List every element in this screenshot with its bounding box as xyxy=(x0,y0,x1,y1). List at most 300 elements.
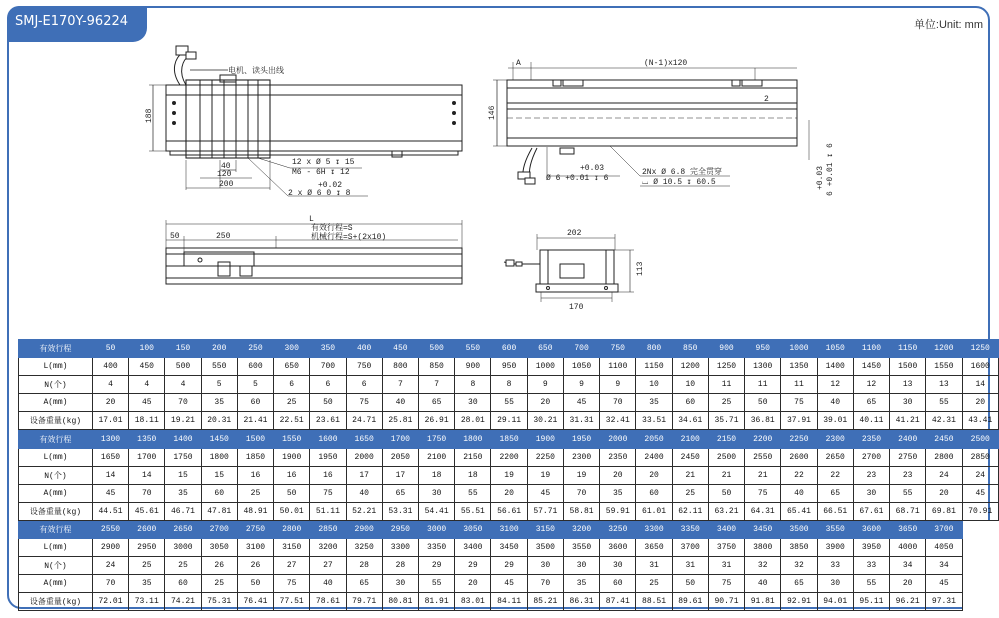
table-cell: 1400 xyxy=(165,430,201,448)
table-cell: 16 xyxy=(237,466,273,484)
weight-row xyxy=(19,593,999,611)
table-cell: 92.91 xyxy=(781,593,817,611)
table-cell: 24 xyxy=(92,557,128,575)
table-cell: 54.41 xyxy=(419,502,455,520)
table-cell: 2950 xyxy=(129,539,165,557)
table-cell: 29 xyxy=(491,557,527,575)
table-cell: 51.11 xyxy=(310,502,346,520)
table-cell: 3450 xyxy=(491,539,527,557)
table-cell: 25.81 xyxy=(382,412,418,430)
table-cell: 18 xyxy=(419,466,455,484)
table-cell: 25 xyxy=(237,484,273,502)
callout-motor-cable: 电机、读头出线 xyxy=(228,67,284,76)
table-cell: 78.61 xyxy=(310,593,346,611)
mechanical-stroke: 机械行程=S+(2x10) xyxy=(311,233,387,242)
table-cell: 25 xyxy=(165,557,201,575)
table-cell: 10 xyxy=(672,376,708,394)
table-cell: 20 xyxy=(600,466,636,484)
row-label: L(mm) xyxy=(19,358,93,376)
table-cell: 500 xyxy=(165,358,201,376)
table-cell: 95.11 xyxy=(853,593,889,611)
dim-170: 170 xyxy=(569,303,584,312)
hole-note-2: M6 - 6H ↧ 12 xyxy=(292,168,350,177)
weight-row xyxy=(19,502,999,520)
table-cell: 96.21 xyxy=(890,593,926,611)
table-cell: 1100 xyxy=(853,340,889,358)
table-cell: 45 xyxy=(962,484,998,502)
table-cell: 30 xyxy=(382,575,418,593)
count-row xyxy=(19,557,999,575)
table-cell: 48.91 xyxy=(237,502,273,520)
table-cell: 1400 xyxy=(817,358,853,376)
table-cell: 57.71 xyxy=(527,502,563,520)
table-cell: 46.71 xyxy=(165,502,201,520)
table-cell: 45 xyxy=(527,484,563,502)
table-cell: 30 xyxy=(817,575,853,593)
row-label: 设备重量(kg) xyxy=(19,593,93,611)
table-cell: 1100 xyxy=(600,358,636,376)
table-cell: 1250 xyxy=(962,340,998,358)
table-cell: 1600 xyxy=(310,430,346,448)
table-cell: 2050 xyxy=(636,430,672,448)
row-label: A(mm) xyxy=(19,394,93,412)
table-cell: 35.71 xyxy=(708,412,744,430)
table-cell: 34 xyxy=(926,557,962,575)
table-cell: 55 xyxy=(926,394,962,412)
table-cell: 250 xyxy=(237,340,273,358)
table-cell: 34 xyxy=(890,557,926,575)
table-cell: 800 xyxy=(382,358,418,376)
end-view xyxy=(504,234,634,302)
table-cell: 1200 xyxy=(926,340,962,358)
table-cell: 1850 xyxy=(491,430,527,448)
table-cell: 86.31 xyxy=(563,593,599,611)
table-cell: 52.21 xyxy=(346,502,382,520)
table-cell: 31 xyxy=(636,557,672,575)
table-cell: 65 xyxy=(346,575,382,593)
dim-113: 113 xyxy=(636,261,645,276)
table-cell: 30.21 xyxy=(527,412,563,430)
table-cell: 32 xyxy=(745,557,781,575)
table-cell: 3500 xyxy=(781,520,817,538)
table-cell: 34.61 xyxy=(672,412,708,430)
table-cell: 25 xyxy=(672,484,708,502)
table-cell: 550 xyxy=(455,340,491,358)
table-cell: 2300 xyxy=(817,430,853,448)
table-cell: 45 xyxy=(491,575,527,593)
count-row xyxy=(19,466,999,484)
table-cell: 2650 xyxy=(165,520,201,538)
table-cell: 3900 xyxy=(817,539,853,557)
table-cell: 30 xyxy=(563,557,599,575)
table-cell: 73.11 xyxy=(129,593,165,611)
table-cell: 1500 xyxy=(237,430,273,448)
table-cell: 77.51 xyxy=(274,593,310,611)
table-cell: 13 xyxy=(926,376,962,394)
table-cell: 40 xyxy=(382,394,418,412)
table-cell: 88.51 xyxy=(636,593,672,611)
table-cell: 36.81 xyxy=(745,412,781,430)
table-cell: 3300 xyxy=(636,520,672,538)
table-cell: 69.81 xyxy=(926,502,962,520)
table-cell: 2900 xyxy=(346,520,382,538)
table-cell: 450 xyxy=(382,340,418,358)
table-cell: 30 xyxy=(600,557,636,575)
table-cell: 2000 xyxy=(600,430,636,448)
table-cell: 3550 xyxy=(563,539,599,557)
table-cell: 500 xyxy=(419,340,455,358)
table-cell: 2150 xyxy=(455,448,491,466)
table-cell: 1250 xyxy=(708,358,744,376)
table-cell: 2700 xyxy=(853,448,889,466)
table-cell: 75 xyxy=(274,575,310,593)
table-cell: 75 xyxy=(310,484,346,502)
row-label: L(mm) xyxy=(19,448,93,466)
table-cell: 800 xyxy=(636,340,672,358)
unit-label: 单位:Unit: mm xyxy=(913,19,983,31)
table-cell: 50 xyxy=(237,575,273,593)
dim-L: L xyxy=(309,215,314,224)
table-cell: 25 xyxy=(129,557,165,575)
table-cell: 1700 xyxy=(129,448,165,466)
table-cell: 65 xyxy=(419,394,455,412)
table-cell: 3350 xyxy=(419,539,455,557)
table-cell: 3000 xyxy=(165,539,201,557)
table-cell: 40 xyxy=(817,394,853,412)
table-cell: 1800 xyxy=(201,448,237,466)
table-cell: 1050 xyxy=(817,340,853,358)
dim-50: 50 xyxy=(170,232,180,241)
table-cell: 4000 xyxy=(890,539,926,557)
table-cell: 1150 xyxy=(890,340,926,358)
table-cell: 2450 xyxy=(672,448,708,466)
table-cell: 70 xyxy=(92,575,128,593)
tol-line-right: Ø 6 +0.01 ↧ 6 xyxy=(546,174,609,183)
table-cell: 1450 xyxy=(201,430,237,448)
tol-top-front: +0.02 xyxy=(318,181,343,190)
table-cell: 2200 xyxy=(491,448,527,466)
table-cell: 20 xyxy=(455,575,491,593)
side-tol-top: +0.03 xyxy=(816,165,825,190)
table-cell: 1600 xyxy=(962,358,998,376)
table-cell: 55.51 xyxy=(455,502,491,520)
table-cell: 31 xyxy=(708,557,744,575)
table-cell: 32 xyxy=(781,557,817,575)
hole-counterbore: ⌴ Ø 10.5 ↧ 60.5 xyxy=(642,178,716,187)
table-cell: 25 xyxy=(636,575,672,593)
table-cell: 1850 xyxy=(237,448,273,466)
table-cell: 1950 xyxy=(310,448,346,466)
table-cell: 200 xyxy=(201,340,237,358)
table-cell: 11 xyxy=(781,376,817,394)
table-cell: 9 xyxy=(600,376,636,394)
table-cell: 21 xyxy=(745,466,781,484)
table-cell: 950 xyxy=(491,358,527,376)
stroke-row xyxy=(19,430,999,448)
table-cell: 80.81 xyxy=(382,593,418,611)
table-cell: 55 xyxy=(455,484,491,502)
table-cell: 2100 xyxy=(419,448,455,466)
table-cell: 750 xyxy=(600,340,636,358)
table-cell: 31.31 xyxy=(563,412,599,430)
table-cell: 32.41 xyxy=(600,412,636,430)
table-cell: 24 xyxy=(962,466,998,484)
table-cell: 2850 xyxy=(310,520,346,538)
table-cell: 55 xyxy=(890,484,926,502)
table-cell: 97.31 xyxy=(926,593,962,611)
table-cell: 3700 xyxy=(672,539,708,557)
row-label: N(个) xyxy=(19,466,93,484)
table-cell: 1150 xyxy=(636,358,672,376)
table-cell: 21 xyxy=(708,466,744,484)
table-cell: 5 xyxy=(201,376,237,394)
table-cell: 75 xyxy=(781,394,817,412)
table-cell: 50 xyxy=(745,394,781,412)
table-cell: 15 xyxy=(201,466,237,484)
table-cell: 40 xyxy=(781,484,817,502)
dim-40: 40 xyxy=(221,162,231,171)
table-cell: 16 xyxy=(274,466,310,484)
table-cell: 1350 xyxy=(781,358,817,376)
table-cell: 83.01 xyxy=(455,593,491,611)
table-cell: 900 xyxy=(455,358,491,376)
table-cell: 20 xyxy=(491,484,527,502)
table-cell: 24 xyxy=(926,466,962,484)
table-cell: 1050 xyxy=(563,358,599,376)
table-cell: 1950 xyxy=(563,430,599,448)
table-cell: 47.81 xyxy=(201,502,237,520)
table-cell: 70.91 xyxy=(962,502,998,520)
table-cell: 70 xyxy=(563,484,599,502)
table-cell: 31 xyxy=(672,557,708,575)
table-cell: 87.41 xyxy=(600,593,636,611)
table-cell: 3550 xyxy=(817,520,853,538)
table-cell: 1200 xyxy=(672,358,708,376)
table-cell: 74.21 xyxy=(165,593,201,611)
table-cell: 45 xyxy=(563,394,599,412)
table-cell: 40 xyxy=(310,575,346,593)
table-cell: 66.51 xyxy=(817,502,853,520)
table-cell: 850 xyxy=(672,340,708,358)
empty-cell xyxy=(962,593,998,611)
table-cell: 3850 xyxy=(781,539,817,557)
table-cell: 30 xyxy=(419,484,455,502)
table-cell: 68.71 xyxy=(890,502,926,520)
table-cell: 35 xyxy=(636,394,672,412)
table-cell: 35 xyxy=(201,394,237,412)
table-cell: 850 xyxy=(419,358,455,376)
table-cell: 60 xyxy=(600,575,636,593)
table-cell: 100 xyxy=(129,340,165,358)
table-cell: 3700 xyxy=(926,520,962,538)
row-label: L(mm) xyxy=(19,539,93,557)
table-cell: 35 xyxy=(165,484,201,502)
row-label: 有效行程 xyxy=(19,340,93,358)
table-cell: 35 xyxy=(563,575,599,593)
table-cell: 350 xyxy=(310,340,346,358)
table-cell: 50 xyxy=(672,575,708,593)
table-cell: 58.81 xyxy=(563,502,599,520)
table-cell: 2450 xyxy=(926,430,962,448)
table-cell: 750 xyxy=(346,358,382,376)
table-cell: 11 xyxy=(745,376,781,394)
table-cell: 1750 xyxy=(165,448,201,466)
table-cell: 60 xyxy=(165,575,201,593)
table-cell: 70 xyxy=(165,394,201,412)
table-cell: 23 xyxy=(890,466,926,484)
empty-cell xyxy=(962,557,998,575)
table-cell: 7 xyxy=(419,376,455,394)
table-cell: 14 xyxy=(129,466,165,484)
table-cell: 75 xyxy=(708,575,744,593)
table-cell: 17 xyxy=(382,466,418,484)
table-cell: 55 xyxy=(419,575,455,593)
table-cell: 60 xyxy=(672,394,708,412)
table-cell: 18 xyxy=(455,466,491,484)
table-cell: 3050 xyxy=(455,520,491,538)
dim-2: 2 xyxy=(764,95,769,104)
hole-through: 2Nx Ø 6.8 完全贯穿 xyxy=(642,168,723,177)
table-cell: 30 xyxy=(853,484,889,502)
table-cell: 25 xyxy=(274,394,310,412)
table-cell: 2350 xyxy=(853,430,889,448)
table-cell: 3100 xyxy=(237,539,273,557)
table-cell: 2400 xyxy=(890,430,926,448)
table-cell: 3800 xyxy=(745,539,781,557)
table-cell: 2750 xyxy=(237,520,273,538)
table-cell: 30 xyxy=(527,557,563,575)
table-cell: 1550 xyxy=(274,430,310,448)
table-cell: 19.21 xyxy=(165,412,201,430)
table-cell: 3000 xyxy=(419,520,455,538)
table-cell: 26 xyxy=(201,557,237,575)
table-cell: 89.61 xyxy=(672,593,708,611)
table-cell: 2350 xyxy=(600,448,636,466)
table-cell: 2650 xyxy=(817,448,853,466)
table-cell: 2550 xyxy=(92,520,128,538)
table-cell: 28.01 xyxy=(455,412,491,430)
table-cell: 45 xyxy=(129,394,165,412)
table-cell: 84.11 xyxy=(491,593,527,611)
table-cell: 50 xyxy=(274,484,310,502)
table-cell: 20 xyxy=(92,394,128,412)
length-row xyxy=(19,358,999,376)
table-cell: 8 xyxy=(491,376,527,394)
table-cell: 30 xyxy=(455,394,491,412)
table-cell: 33.51 xyxy=(636,412,672,430)
table-cell: 3600 xyxy=(600,539,636,557)
table-cell: 79.71 xyxy=(346,593,382,611)
table-cell: 56.61 xyxy=(491,502,527,520)
table-cell: 2500 xyxy=(708,448,744,466)
dim-202: 202 xyxy=(567,229,582,238)
side-tol-line: 6 +0.01 ↧ 6 xyxy=(826,143,835,196)
table-cell: 50 xyxy=(310,394,346,412)
table-cell: 4050 xyxy=(926,539,962,557)
dim-pitch: (N-1)x120 xyxy=(644,59,688,68)
table-cell: 45 xyxy=(92,484,128,502)
table-cell: 60 xyxy=(201,484,237,502)
table-cell: 65 xyxy=(817,484,853,502)
table-cell: 3100 xyxy=(491,520,527,538)
table-cell: 4 xyxy=(92,376,128,394)
table-cell: 1650 xyxy=(346,430,382,448)
table-cell: 11 xyxy=(708,376,744,394)
a-dim-row xyxy=(19,394,999,412)
table-cell: 50 xyxy=(708,484,744,502)
table-cell: 61.01 xyxy=(636,502,672,520)
table-cell: 550 xyxy=(201,358,237,376)
table-cell: 17 xyxy=(346,466,382,484)
table-cell: 45.61 xyxy=(129,502,165,520)
table-cell: 62.11 xyxy=(672,502,708,520)
table-cell: 7 xyxy=(382,376,418,394)
table-cell: 700 xyxy=(310,358,346,376)
table-cell: 600 xyxy=(237,358,273,376)
stroke-spec-table xyxy=(18,339,999,611)
empty-cell xyxy=(962,575,998,593)
table-cell: 60 xyxy=(636,484,672,502)
table-cell: 1300 xyxy=(92,430,128,448)
hole-note-1: 12 x Ø 5 ↧ 15 xyxy=(292,158,355,167)
table-cell: 2750 xyxy=(890,448,926,466)
table-cell: 20 xyxy=(636,466,672,484)
table-cell: 21 xyxy=(672,466,708,484)
table-cell: 29.11 xyxy=(491,412,527,430)
table-cell: 4 xyxy=(165,376,201,394)
table-cell: 3650 xyxy=(890,520,926,538)
table-cell: 3400 xyxy=(708,520,744,538)
dim-top-height: 146 xyxy=(488,105,497,120)
table-cell: 28 xyxy=(382,557,418,575)
table-cell: 42.31 xyxy=(926,412,962,430)
table-cell: 9 xyxy=(563,376,599,394)
table-cell: 3250 xyxy=(600,520,636,538)
table-cell: 26 xyxy=(237,557,273,575)
table-cell: 20 xyxy=(926,484,962,502)
table-cell: 2050 xyxy=(382,448,418,466)
table-cell: 20 xyxy=(890,575,926,593)
table-cell: 65 xyxy=(382,484,418,502)
table-cell: 3250 xyxy=(346,539,382,557)
table-cell: 2950 xyxy=(382,520,418,538)
table-cell: 2800 xyxy=(274,520,310,538)
table-cell: 1800 xyxy=(455,430,491,448)
table-cell: 650 xyxy=(527,340,563,358)
table-cell: 300 xyxy=(274,340,310,358)
table-cell: 76.41 xyxy=(237,593,273,611)
table-cell: 65 xyxy=(781,575,817,593)
table-cell: 3650 xyxy=(636,539,672,557)
table-cell: 43.41 xyxy=(962,412,998,430)
table-cell: 2250 xyxy=(781,430,817,448)
length-row xyxy=(19,539,999,557)
table-cell: 3600 xyxy=(853,520,889,538)
table-cell: 19 xyxy=(527,466,563,484)
table-cell: 65 xyxy=(853,394,889,412)
dim-front-height: 188 xyxy=(145,108,154,123)
a-dim-row xyxy=(19,484,999,502)
table-cell: 19 xyxy=(491,466,527,484)
table-cell: 22 xyxy=(781,466,817,484)
table-cell: 50.01 xyxy=(274,502,310,520)
table-cell: 29 xyxy=(455,557,491,575)
row-label: N(个) xyxy=(19,557,93,575)
table-cell: 85.21 xyxy=(527,593,563,611)
effective-stroke: 有效行程=S xyxy=(311,224,353,233)
table-cell: 90.71 xyxy=(708,593,744,611)
table-cell: 1650 xyxy=(92,448,128,466)
